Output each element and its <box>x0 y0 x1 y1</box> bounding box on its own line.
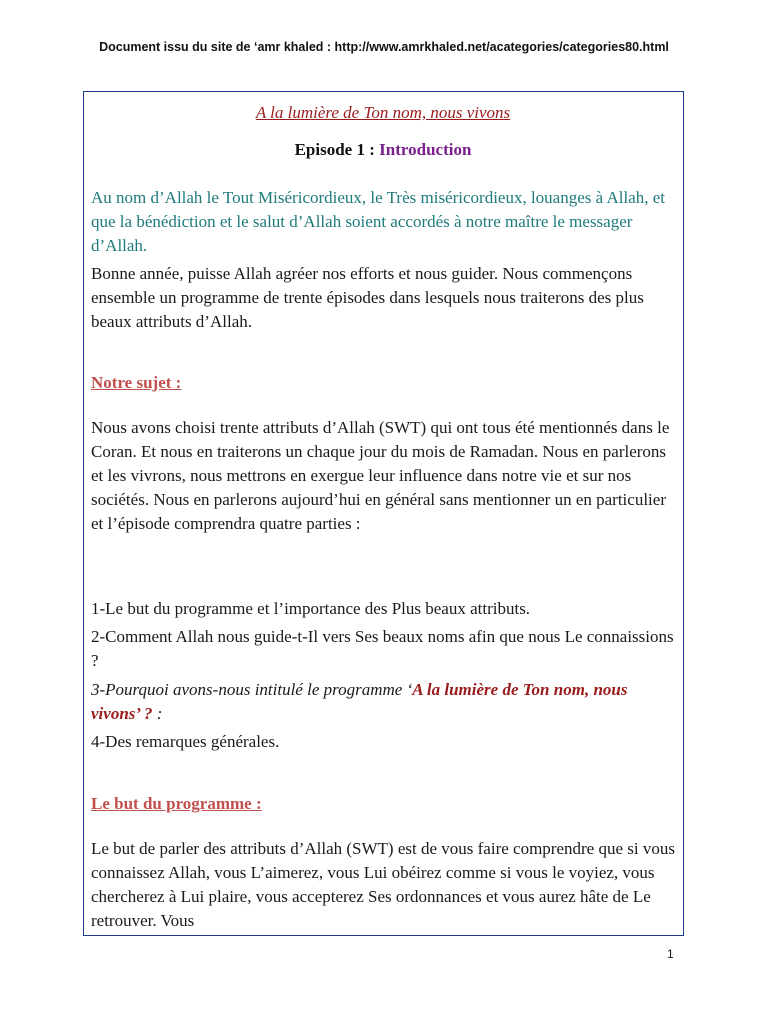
page-number: 1 <box>667 947 674 961</box>
episode-prefix: Episode 1 : <box>294 140 380 159</box>
list-item-2: 2-Comment Allah nous guide-t-Il vers Ses beaux noms afin que nous Le connaissions ? <box>91 627 674 670</box>
list-item-3-prefix: 3-Pourquoi avons-nous intitulé le programme ‘ <box>91 680 413 699</box>
list-item-3 <box>91 678 677 726</box>
episode-heading <box>84 140 682 160</box>
section-heading-but: Le but du programme : <box>91 794 262 813</box>
document-title: A la lumière de Ton nom, nous vivons <box>255 103 511 122</box>
list-item-3-suffix: : <box>152 704 163 723</box>
episode-name: Introduction <box>379 140 472 159</box>
document-frame <box>83 91 684 936</box>
intro-paragraph: Bonne année, puisse Allah agréer nos efforts et nous guider. Nous commençons ensemble un programme de trente épisodes dans lesquels nous traiterons des plus beaux attributs d’Allah. <box>91 264 644 331</box>
list-item-3-title: A la lumière de Ton nom, nous vivons’ ? <box>91 680 628 723</box>
list-item-1: 1-Le but du programme et l’importance des Plus beaux attributs. <box>91 599 531 618</box>
list-item-4: 4-Des remarques générales. <box>91 732 280 751</box>
sujet-paragraph: Nous avons choisi trente attributs d’Allah (SWT) qui ont tous été mentionnés dans le Coran. Et nous en traiterons un chaque jour du mois de Ramadan. Nous en parlerons et les vivrons, nous mettrons en exergue leur influence dans notre vie et sur nos sociétés. Nous en parlerons aujourd’hui en général sans mentionner un en particulier et l’épisode comprendra quatre parties : <box>91 418 670 533</box>
but-paragraph: Le but de parler des attributs d’Allah (SWT) est de vous faire comprendre que si vous connaissez Allah, vous L’aimerez, vous Lui obéirez comme si vous le voyiez, vous chercherez à Lui plaire, vous accepterez Ses ordonnances et vous aurez hâte de Le retrouver. Vous <box>91 839 675 930</box>
source-header: Document issu du site de ‘amr khaled : http://www.amrkhaled.net/acategories/categories80.html <box>99 40 669 54</box>
section-heading-sujet: Notre sujet : <box>91 373 182 392</box>
opening-paragraph: Au nom d’Allah le Tout Miséricordieux, le Très miséricordieux, louanges à Allah, et que la bénédiction et le salut d’Allah soient accordés à notre maître le messager d’Allah. <box>91 188 666 255</box>
